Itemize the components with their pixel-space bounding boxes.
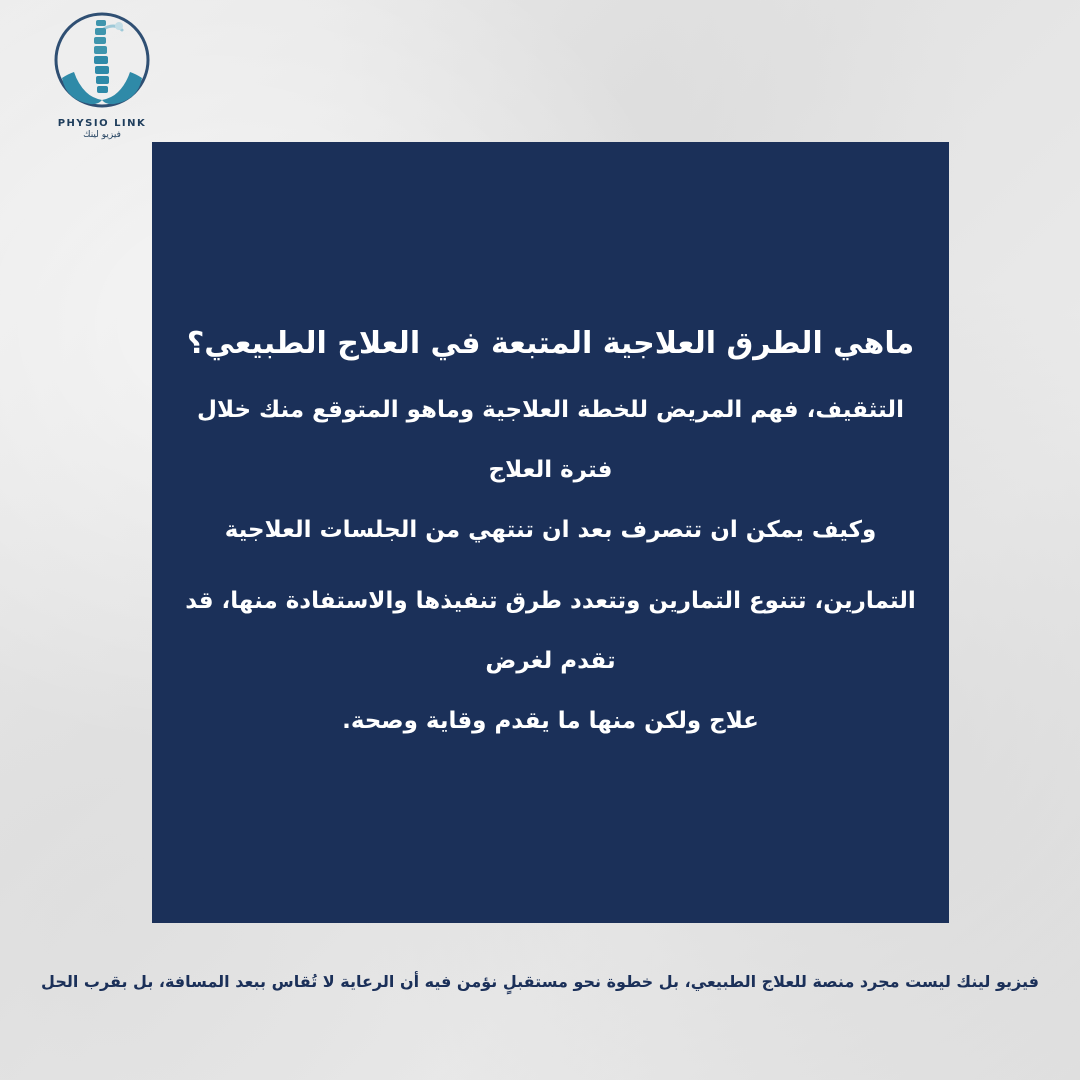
paragraph-line: التثقيف، فهم المريض للخطة العلاجية وماهو المتوقع منك خلال فترة العلاج [197, 397, 904, 483]
paragraph-line: وكيف يمكن ان تتصرف بعد ان تنتهي من الجلسات العلاجية [224, 517, 877, 543]
logo-name-en: PHYSIO LINK [57, 118, 147, 129]
logo-name-ar: فيزيو لينك [83, 130, 121, 140]
paragraph-line: التمارين، تتنوع التمارين وتتعدد طرق تنفيذها والاستفادة منها، قد تقدم لغرض [185, 588, 916, 674]
content-card [152, 142, 949, 923]
footer-tagline: فيزيو لينك ليست مجرد منصة للعلاج الطبيعي، بل خطوة نحو مستقبلٍ نؤمن فيه أن الرعاية لا تُقاس ببعد المسافة، بل بقرب الحل [41, 972, 1039, 991]
spine-in-hands-icon [52, 8, 152, 118]
brand-logo [52, 8, 152, 138]
paragraph-line: علاج ولكن منها ما يقدم وقاية وصحة. [342, 708, 759, 734]
paragraph-exercises [170, 571, 931, 751]
paragraph-education [170, 380, 931, 560]
card-title: ماهي الطرق العلاجية المتبعة في العلاج الطبيعي؟ [186, 326, 915, 361]
